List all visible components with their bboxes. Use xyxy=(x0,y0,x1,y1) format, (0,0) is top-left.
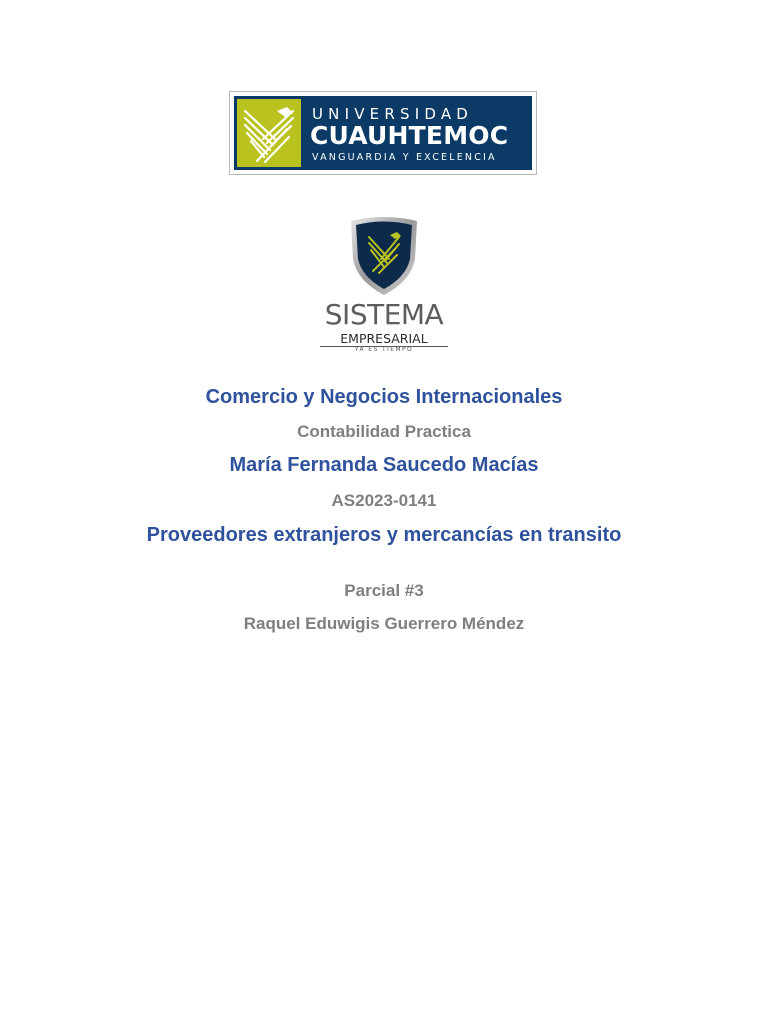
university-logo-line3: VANGUARDIA Y EXCELENCIA xyxy=(312,152,497,163)
sistema-logo-tagline: YA ES TIEMPO xyxy=(354,346,414,353)
assignment-title: Proveedores extranjeros y mercancías en transito xyxy=(146,524,622,546)
program-name: Comercio y Negocios Internacionales xyxy=(205,386,563,408)
sistema-logo-subtitle: EMPRESARIAL xyxy=(340,331,428,346)
university-logo-line1: UNIVERSIDAD xyxy=(312,105,474,123)
sistema-empresarial-logo xyxy=(300,212,468,362)
subject-name: Contabilidad Practica xyxy=(297,422,471,441)
teacher-name: Raquel Eduwigis Guerrero Méndez xyxy=(243,614,525,633)
student-name: María Fernanda Saucedo Macías xyxy=(229,454,539,476)
university-logo xyxy=(229,91,537,175)
partial-label: Parcial #3 xyxy=(344,581,424,600)
eagle-shield-icon xyxy=(349,215,419,297)
sistema-logo-title: SISTEMA xyxy=(324,298,444,331)
student-id: AS2023-0141 xyxy=(331,491,437,510)
university-logo-banner xyxy=(234,96,532,170)
stylized-eagle-icon xyxy=(237,99,301,167)
university-logo-line2: CUAUHTEMOC xyxy=(310,121,509,150)
